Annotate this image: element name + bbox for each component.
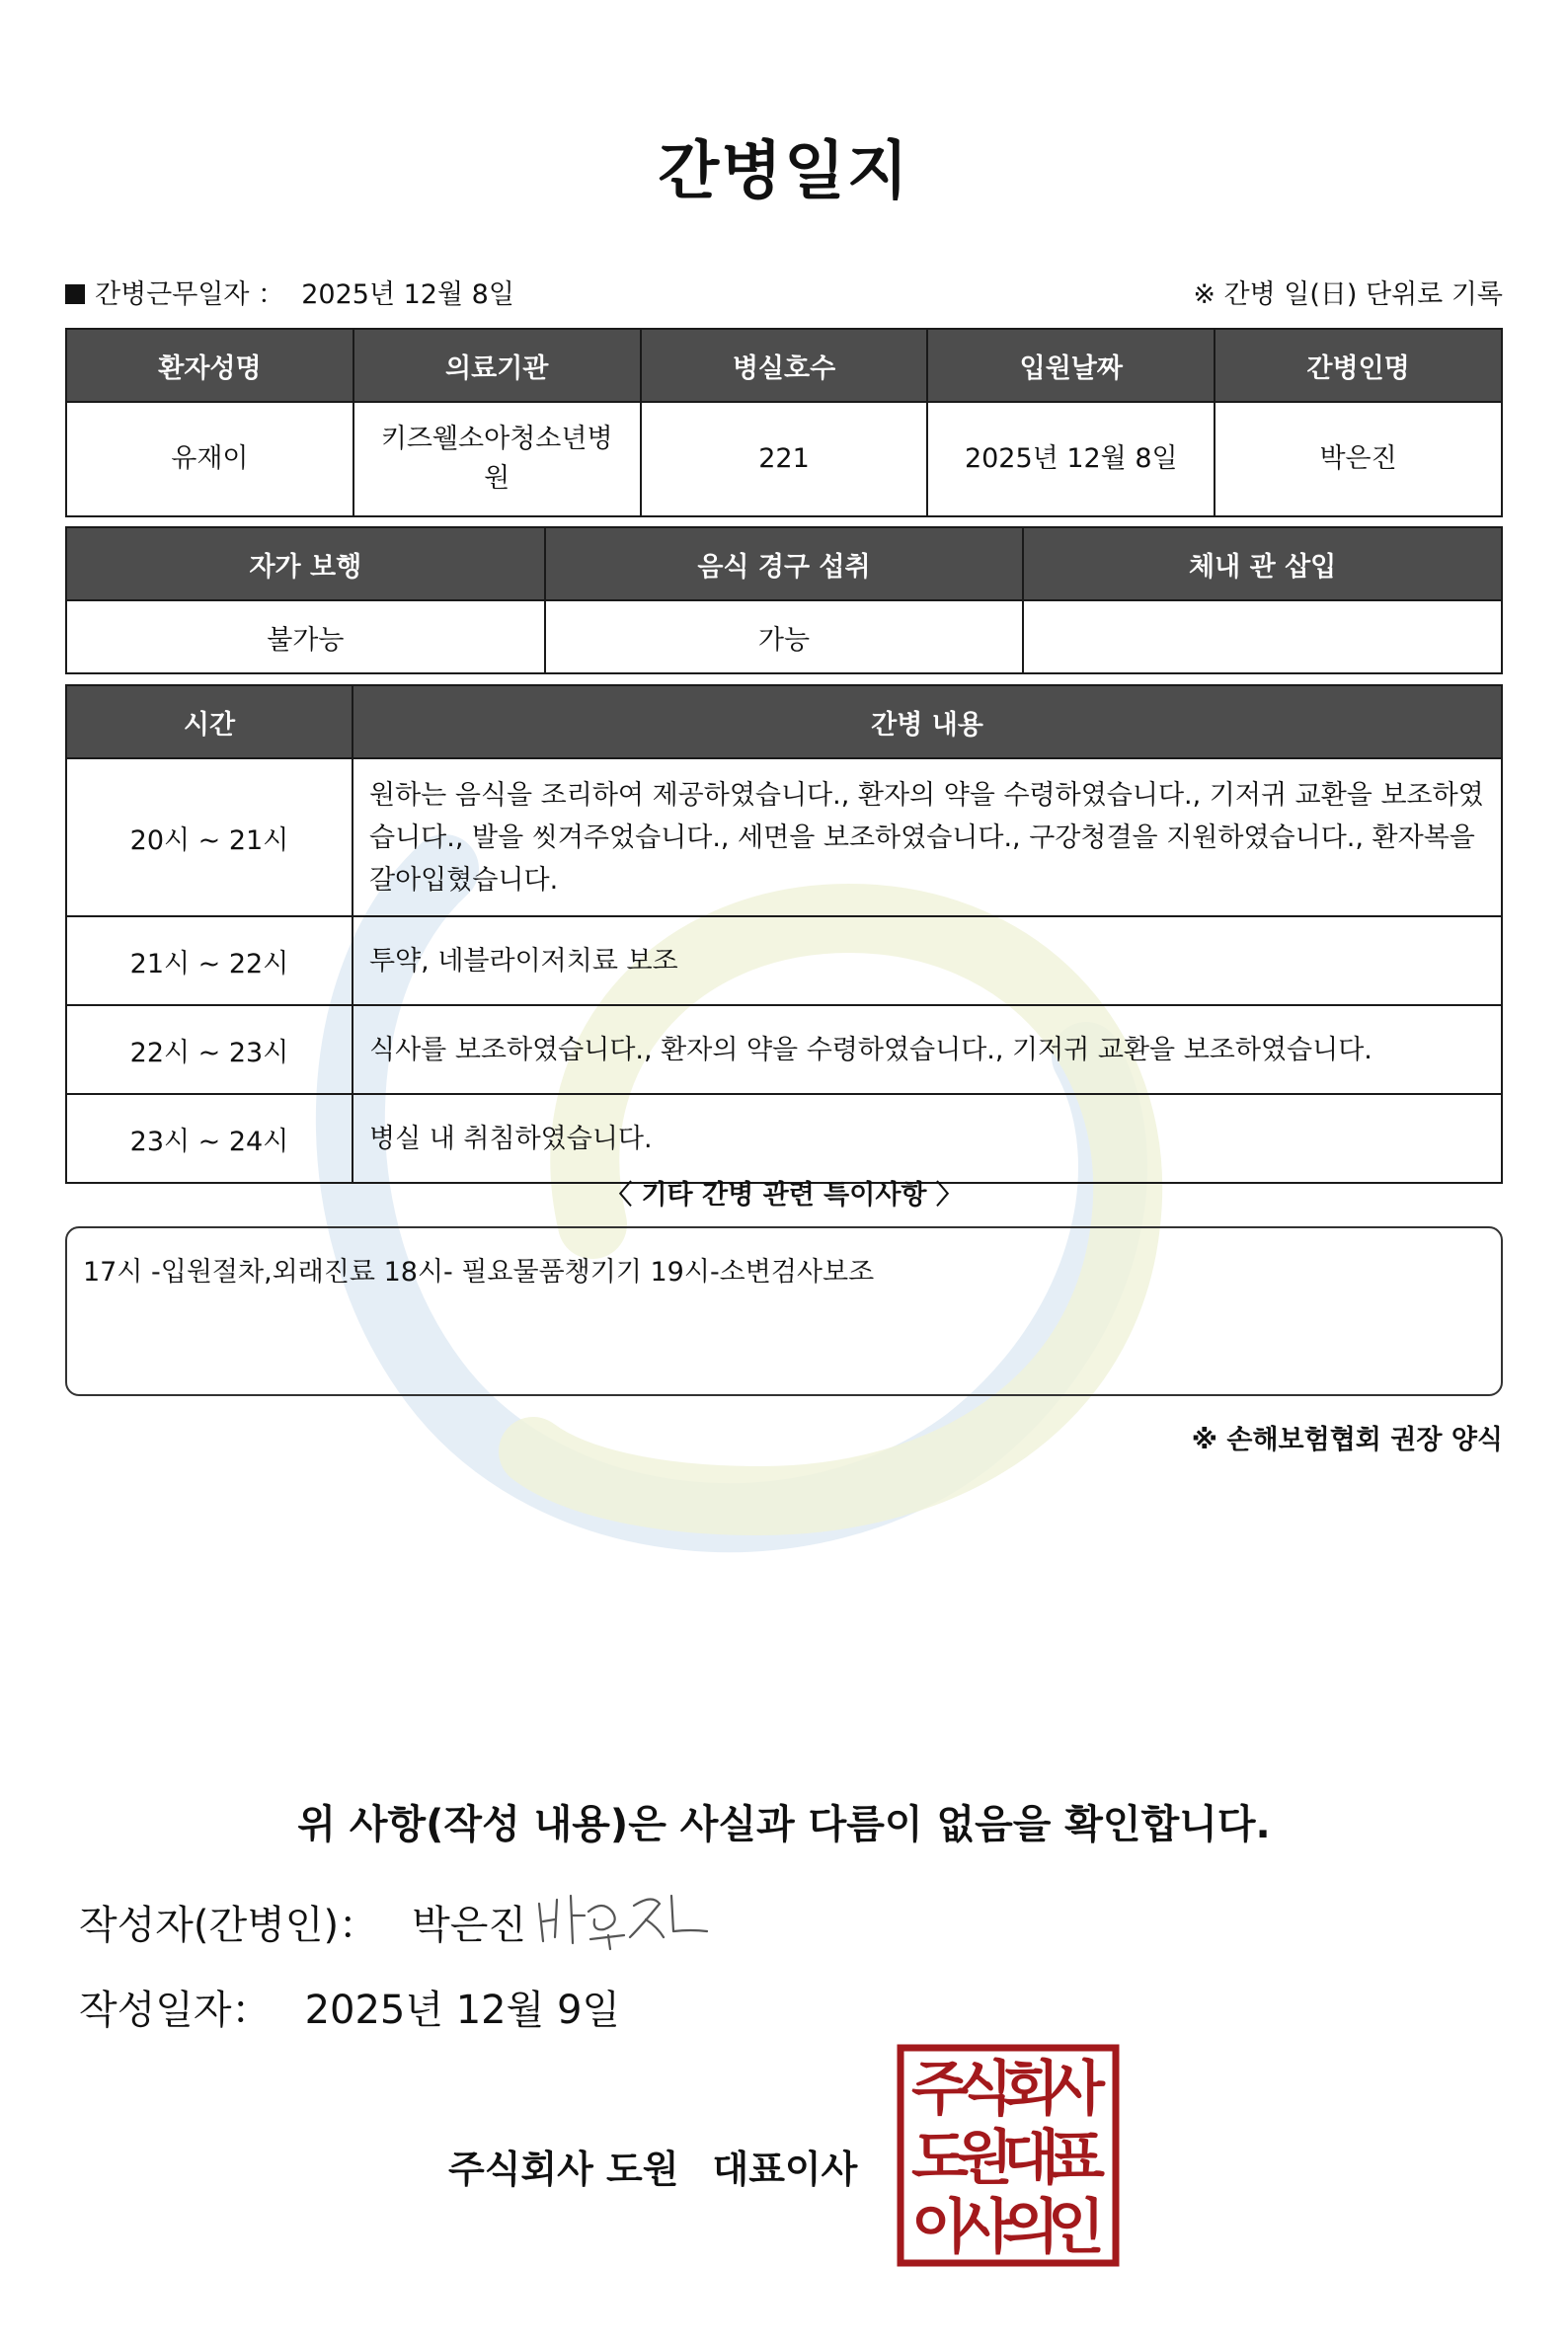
caregiver-name: 박은진 (1215, 402, 1502, 516)
care-content-cell: 병실 내 취침하였습니다. (353, 1094, 1502, 1183)
form-note: ※ 손해보험협회 권장 양식 (1191, 1425, 1503, 1455)
company-line (448, 2139, 857, 2193)
handwritten-signature (533, 1886, 711, 1955)
author-line (79, 1894, 526, 1950)
patient-table (65, 328, 1503, 517)
written-date-value: 2025년 12월 9일 (304, 1988, 621, 2033)
care-content-cell: 투약, 네블라이저치료 보조 (353, 916, 1502, 1005)
special-notes-title: 〈 기타 간병 관련 특이사항 〉 (605, 1180, 963, 1211)
square-bullet-icon (65, 284, 85, 304)
time-cell: 22시 ~ 23시 (66, 1005, 353, 1094)
oral-intake-status: 가능 (545, 600, 1024, 673)
care-content-cell: 원하는 음식을 조리하여 제공하였습니다., 환자의 약을 수령하였습니다., 기저귀 교환을 보조하였습니다., 발을 씻겨주었습니다., 세면을 보조하였습니다., 구강청결을 지원하였습니다., 환자복을 갈아입혔습니다. (353, 758, 1502, 916)
record-note: ※ 간병 일(日) 단위로 기록 (1193, 279, 1503, 310)
header-oral-intake: 음식 경구 섭취 (545, 527, 1024, 600)
svg-text:식: 식 (956, 2055, 1013, 2124)
work-date (65, 273, 514, 311)
table-row (66, 916, 1502, 1005)
header-time: 시간 (66, 685, 353, 758)
company-name: 주식회사 도원 (448, 2148, 679, 2191)
author-label: 작성자(간병인)： (79, 1903, 379, 1948)
svg-text:사: 사 (1048, 2055, 1105, 2124)
company-title: 대표이사 (712, 2148, 858, 2191)
table-row (66, 1005, 1502, 1094)
header-caregiver: 간병인명 (1215, 329, 1502, 402)
svg-text:의: 의 (1002, 2193, 1059, 2262)
svg-text:원: 원 (956, 2124, 1013, 2193)
header-walking: 자가 보행 (66, 527, 545, 600)
written-date-label: 작성일자： (79, 1988, 272, 2033)
admission-date: 2025년 12월 8일 (927, 402, 1215, 516)
walking-status: 불가능 (66, 600, 545, 673)
care-table (65, 684, 1503, 1184)
header-patient-name: 환자성명 (66, 329, 353, 402)
written-date-line (79, 1979, 620, 2035)
svg-text:표: 표 (1048, 2124, 1105, 2193)
svg-text:대: 대 (1002, 2124, 1059, 2193)
work-date-label: 간병근무일자 ： (95, 279, 285, 310)
header-admission-date: 입원날짜 (927, 329, 1215, 402)
special-notes-text: 17시 -입원절차,외래진료 18시- 필요물품챙기기 19시-소변검사보조 (83, 1257, 875, 1288)
header-tube: 체내 관 삽입 (1023, 527, 1502, 600)
room-number: 221 (641, 402, 928, 516)
table-row (66, 1094, 1502, 1183)
tube-status (1023, 600, 1502, 673)
table-row (66, 758, 1502, 916)
institution: 키즈웰소아청소년병원 (353, 402, 641, 516)
confirmation-statement: 위 사항(작성 내용)은 사실과 다름이 없음을 확인합니다. (297, 1802, 1271, 1847)
svg-text:회: 회 (1002, 2055, 1059, 2124)
author-name: 박은진 (412, 1903, 526, 1948)
work-date-value: 2025년 12월 8일 (301, 279, 514, 310)
time-cell: 21시 ~ 22시 (66, 916, 353, 1005)
svg-text:주: 주 (911, 2055, 969, 2124)
svg-text:사: 사 (956, 2193, 1013, 2262)
company-seal (897, 2044, 1120, 2267)
header-institution: 의료기관 (353, 329, 641, 402)
care-content-cell: 식사를 보조하였습니다., 환자의 약을 수령하였습니다., 기저귀 교환을 보조하였습니다. (353, 1005, 1502, 1094)
header-care-content: 간병 내용 (353, 685, 1502, 758)
svg-text:도: 도 (911, 2124, 969, 2193)
status-table (65, 526, 1503, 674)
time-cell: 20시 ~ 21시 (66, 758, 353, 916)
svg-text:인: 인 (1048, 2193, 1105, 2262)
time-cell: 23시 ~ 24시 (66, 1094, 353, 1183)
patient-name: 유재이 (66, 402, 353, 516)
page-title: 간병일지 (658, 135, 910, 208)
header-room: 병실호수 (641, 329, 928, 402)
special-notes-box (65, 1226, 1503, 1396)
svg-text:이: 이 (911, 2193, 969, 2262)
